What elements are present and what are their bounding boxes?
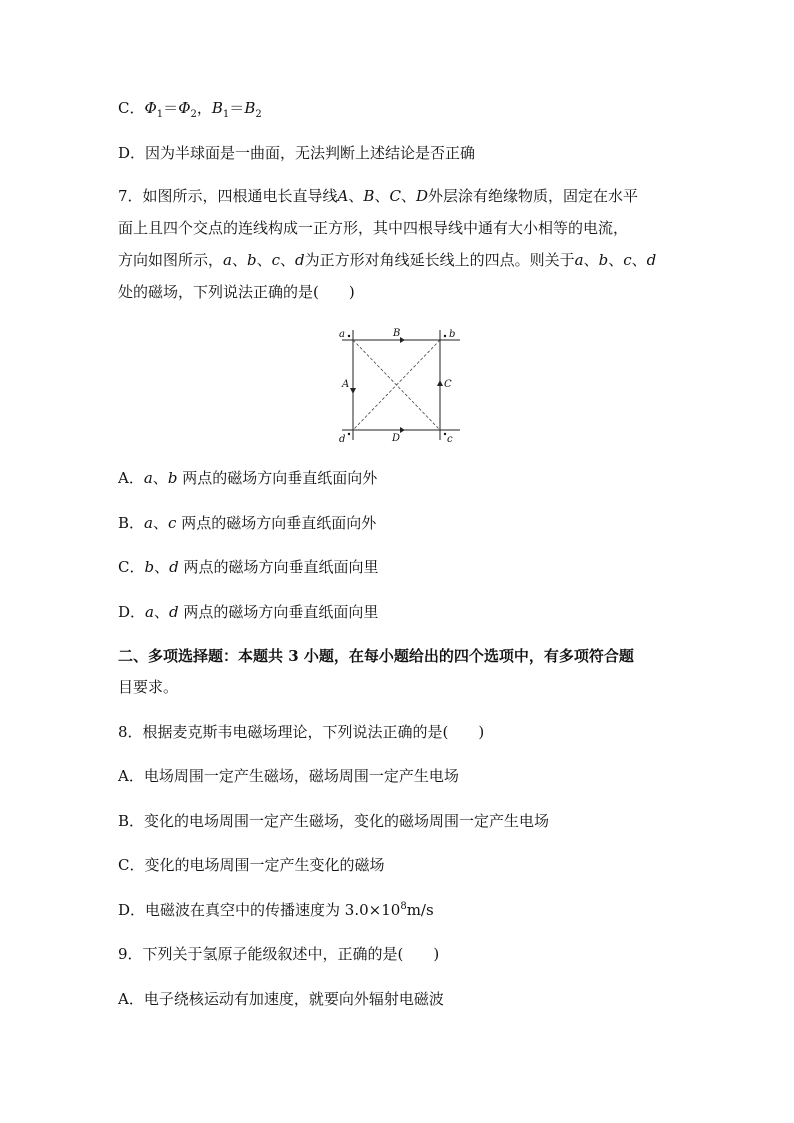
phi-symbol: Φ xyxy=(178,99,191,117)
q9-stem: 9．下列关于氢原子能级叙述中，正确的是( ) xyxy=(118,945,440,963)
b-symbol: B xyxy=(211,99,223,117)
point-1: a xyxy=(145,603,154,621)
point-d: d xyxy=(646,251,657,269)
point-c-dot xyxy=(444,433,446,435)
label-c: c xyxy=(447,434,453,444)
q6-option-d: D．因为半球面是一曲面，无法判断上述结论是否正确 xyxy=(118,144,476,162)
wire-b: B xyxy=(363,187,375,205)
label-wire-a: A xyxy=(342,379,350,390)
separator: 、 xyxy=(154,558,170,576)
q8-option-d xyxy=(118,900,434,920)
point-b: b xyxy=(246,251,257,269)
subscript: 2 xyxy=(190,109,197,120)
stem-text: 7．如图所示，四根通电长直导线 xyxy=(118,187,338,205)
section-heading-line1: 二、多项选择题：本题共 3 小题，在每小题给出的四个选项中，有多项符合题 xyxy=(118,647,634,665)
option-label: B． xyxy=(118,514,145,532)
b-symbol: B xyxy=(244,99,256,117)
separator: 、 xyxy=(348,187,364,205)
label-wire-c: C xyxy=(444,379,452,390)
exponent: 8 xyxy=(400,901,407,912)
point-c: c xyxy=(271,251,281,269)
arrow-c-up xyxy=(437,380,443,386)
option-label: C． xyxy=(118,558,145,576)
point-a-dot xyxy=(348,335,350,337)
wire-d: D xyxy=(415,187,428,205)
label-b: b xyxy=(449,329,456,340)
separator: 、 xyxy=(256,251,272,269)
q7-option-a xyxy=(118,468,377,488)
q8-stem: 8．根据麦克斯韦电磁场理论，下列说法正确的是( ) xyxy=(118,723,485,741)
stem-text: 为正方形对角线延长线上的四点。则关于 xyxy=(304,251,575,269)
q7-option-b xyxy=(118,513,376,533)
label-wire-d: D xyxy=(392,433,401,444)
q9-option-a: A．电子绕核运动有加速度，就要向外辐射电磁波 xyxy=(118,990,444,1008)
point-d-dot xyxy=(348,433,350,435)
q7-option-c xyxy=(118,557,379,577)
section-heading-line2: 目要求。 xyxy=(118,678,179,696)
separator: 、 xyxy=(231,251,247,269)
separator: 、 xyxy=(631,251,647,269)
arrow-d-right xyxy=(400,427,405,433)
unit: m/s xyxy=(406,901,434,919)
point-d: d xyxy=(295,251,305,269)
label-d: d xyxy=(339,434,346,444)
stem-text: 方向如图所示， xyxy=(118,251,224,269)
separator: 、 xyxy=(153,603,169,621)
option-text: D．电磁波在真空中的传播速度为 3.0×10 xyxy=(118,901,401,919)
label-a: a xyxy=(339,329,345,340)
subscript: 2 xyxy=(255,109,262,120)
option-text: 两点的磁场方向垂直纸面向外 xyxy=(181,514,377,532)
stem-text: 外层涂有绝缘物质，固定在水平 xyxy=(427,187,638,205)
arrow-b-right xyxy=(400,337,405,343)
point-a: a xyxy=(223,251,232,269)
point-1: a xyxy=(144,514,153,532)
separator: 、 xyxy=(374,187,390,205)
option-text: 两点的磁场方向垂直纸面向里 xyxy=(183,603,379,621)
q7-stem-line1 xyxy=(118,186,638,206)
subscript: 1 xyxy=(156,109,164,120)
wires-diagram xyxy=(336,326,468,444)
point-2: c xyxy=(168,514,177,532)
square-wires-figure xyxy=(336,326,468,444)
arrow-a-down xyxy=(350,388,356,394)
separator: ， xyxy=(196,99,212,117)
label-wire-b: B xyxy=(393,328,401,339)
q7-stem-line2: 面上且四个交点的连线构成一正方形，其中四根导线中通有大小相等的电流， xyxy=(118,219,629,237)
equals-sign: ＝ xyxy=(163,99,179,117)
point-b: b xyxy=(598,251,609,269)
separator: 、 xyxy=(152,514,168,532)
option-label: A． xyxy=(118,469,144,487)
point-2: d xyxy=(169,558,179,576)
point-1: a xyxy=(143,469,153,487)
q7-stem-line4: 处的磁场，下列说法正确的是( ) xyxy=(118,283,355,301)
option-label: C． xyxy=(118,99,145,117)
option-text: 两点的磁场方向垂直纸面向里 xyxy=(183,558,379,576)
point-2: b xyxy=(167,469,178,487)
point-1: b xyxy=(144,558,155,576)
option-text: 两点的磁场方向垂直纸面向外 xyxy=(182,469,378,487)
wire-c: C xyxy=(389,187,401,205)
equals-sign: ＝ xyxy=(229,99,245,117)
subscript: 1 xyxy=(222,109,230,120)
q6-option-c xyxy=(118,98,262,118)
option-label: D． xyxy=(118,603,146,621)
point-2: d xyxy=(169,603,179,621)
wire-a: A xyxy=(337,187,349,205)
q7-option-d xyxy=(118,602,378,622)
q7-stem-line3 xyxy=(118,250,656,270)
point-b-dot xyxy=(444,335,446,337)
separator: 、 xyxy=(280,251,296,269)
separator: 、 xyxy=(152,469,168,487)
q8-option-c: C．变化的电场周围一定产生变化的磁场 xyxy=(118,856,385,874)
point-a: a xyxy=(574,251,584,269)
q8-option-b: B．变化的电场周围一定产生磁场，变化的磁场周围一定产生电场 xyxy=(118,812,550,830)
separator: 、 xyxy=(400,187,416,205)
separator: 、 xyxy=(608,251,624,269)
q8-option-a: A．电场周围一定产生磁场，磁场周围一定产生电场 xyxy=(118,767,459,785)
phi-symbol: Φ xyxy=(144,99,157,117)
separator: 、 xyxy=(583,251,599,269)
point-c: c xyxy=(623,251,632,269)
